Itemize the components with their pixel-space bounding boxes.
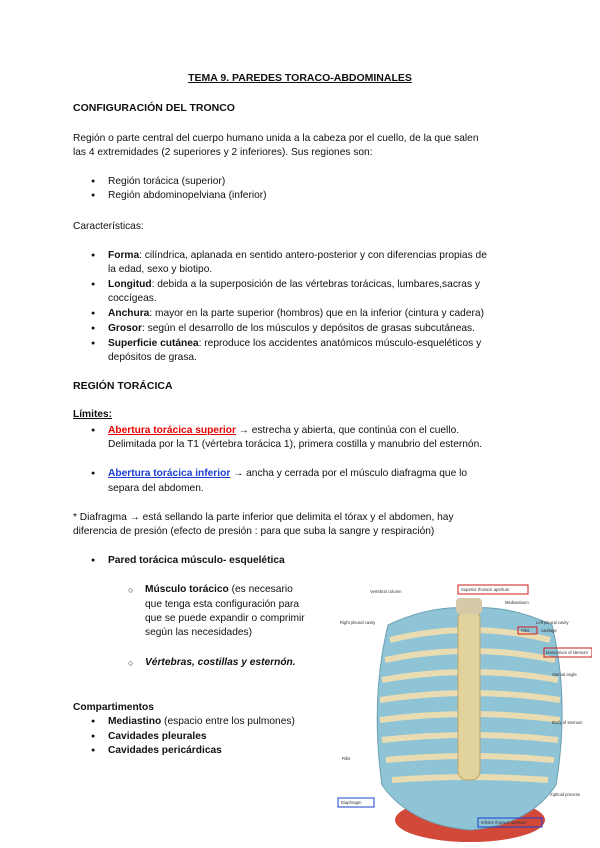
sublist-item-musculo: ○ Músculo torácico (es necesario — [145, 583, 293, 597]
list-item-cavidades-pericardicas: ● Cavidades pericárdicas — [108, 744, 222, 758]
label-vertebral-column: Vertebral column — [370, 589, 402, 594]
label-left-pleural: Left pleural cavity — [536, 620, 569, 625]
nota-diafragma-1: * Diafragma → está sellando la parte inferior que delimita el tórax y el abdomen, hay — [73, 512, 454, 523]
list-item-forma: ● Forma: cilíndrica, aplanada en sentido antero-posterior y con diferencias propias de — [108, 249, 487, 263]
list-item-longitud-cont: coccígeas. — [108, 293, 157, 304]
section-heading-region-toracica: REGIÓN TORÁCICA — [73, 380, 173, 392]
abertura-superior-cont: Delimitada por la T1 (vértebra torácica 1), primera costilla y manubrio del esternón. — [108, 439, 483, 450]
sternum-shape — [458, 610, 480, 780]
sublist-item-vertebras: ○ Vértebras, costillas y esternón. — [145, 656, 296, 670]
list-item-superficie: ● Superficie cutánea: reproduce los accidentes anatómicos músculo-esqueléticos y — [108, 337, 481, 351]
label-manubrium: Manubrium of sternum — [546, 650, 588, 655]
list-item-abertura-inferior: ● Abertura torácica inferior → ancha y cerrada por el músculo diafragma que lo — [108, 467, 467, 481]
caracteristicas-label: Características: — [73, 221, 144, 232]
compartimentos-label: Compartimentos — [73, 702, 154, 713]
section-heading-configuracion: CONFIGURACIÓN DEL TRONCO — [73, 102, 235, 114]
thorax-figure — [330, 580, 592, 842]
label-body-sternum: Body of sternum — [552, 720, 583, 725]
list-item-superficie-cont: depósitos de grasa. — [108, 352, 197, 363]
intro-line-2: las 4 extremidades (2 superiores y 2 inferiores). Sus regiones son: — [73, 147, 373, 158]
list-item-forma-cont: la edad, sexo y biotipo. — [108, 264, 213, 275]
list-item-region-abdominopelviana: ● Región abdominopelviana (inferior) — [108, 189, 267, 203]
abertura-inferior-cont: separa del abdomen. — [108, 483, 204, 494]
intro-line-1: Región o parte central del cuerpo humano unida a la cabeza por el cuello, de la que salen — [73, 133, 479, 144]
label-costal-cartilage: cartilage — [541, 628, 557, 633]
limites-label: Límites: — [73, 409, 113, 420]
label-xiphoid: Xiphoid process — [550, 792, 580, 797]
label-superior-aperture: Superior thoracic aperture — [461, 587, 510, 592]
list-item-mediastino: ● Mediastino (espacio entre los pulmones) — [108, 715, 295, 729]
vertebral-column-shape — [456, 598, 482, 614]
musculo-line-4: según las necesidades) — [145, 627, 253, 638]
list-item-region-toracica: ● Región torácica (superior) — [108, 175, 225, 189]
label-ribs-small: Ribs — [521, 628, 530, 633]
label-diaphragm: Diaphragm — [341, 800, 362, 805]
list-item-grosor: ● Grosor: según el desarrollo de los músculos y depósitos de grasas subcutáneas. — [108, 322, 475, 336]
list-item-anchura: ● Anchura: mayor en la parte superior (hombros) que en la inferior (cintura y cadera) — [108, 307, 484, 321]
label-sternal-angle: Sternal angle — [552, 672, 577, 677]
page-title: TEMA 9. PAREDES TORACO-ABDOMINALES — [188, 72, 412, 84]
label-right-pleural: Right pleural cavity — [340, 620, 376, 625]
list-item-longitud: ● Longitud: debida a la superposición de las vértebras torácicas, lumbares,sacras y — [108, 278, 480, 292]
musculo-line-2: que tenga esta configuración para — [145, 599, 300, 610]
musculo-line-3: que se puede expandir o comprimir — [145, 613, 305, 624]
nota-diafragma-2: diferencia de presión (efecto de presión : para que suba la sangre y respiración) — [73, 526, 435, 537]
list-item-cavidades-pleurales: ● Cavidades pleurales — [108, 730, 207, 744]
list-item-abertura-superior: ● Abertura torácica superior → estrecha y abierta, que continúa con el cuello. — [108, 424, 459, 438]
label-inferior-aperture: Inferior thoracic aperture — [481, 820, 527, 825]
label-ribs: Ribs — [342, 756, 351, 761]
list-item-pared-toracica: ● Pared torácica músculo- esquelética — [108, 554, 285, 568]
label-mediastinum: Mediastinum — [505, 600, 529, 605]
